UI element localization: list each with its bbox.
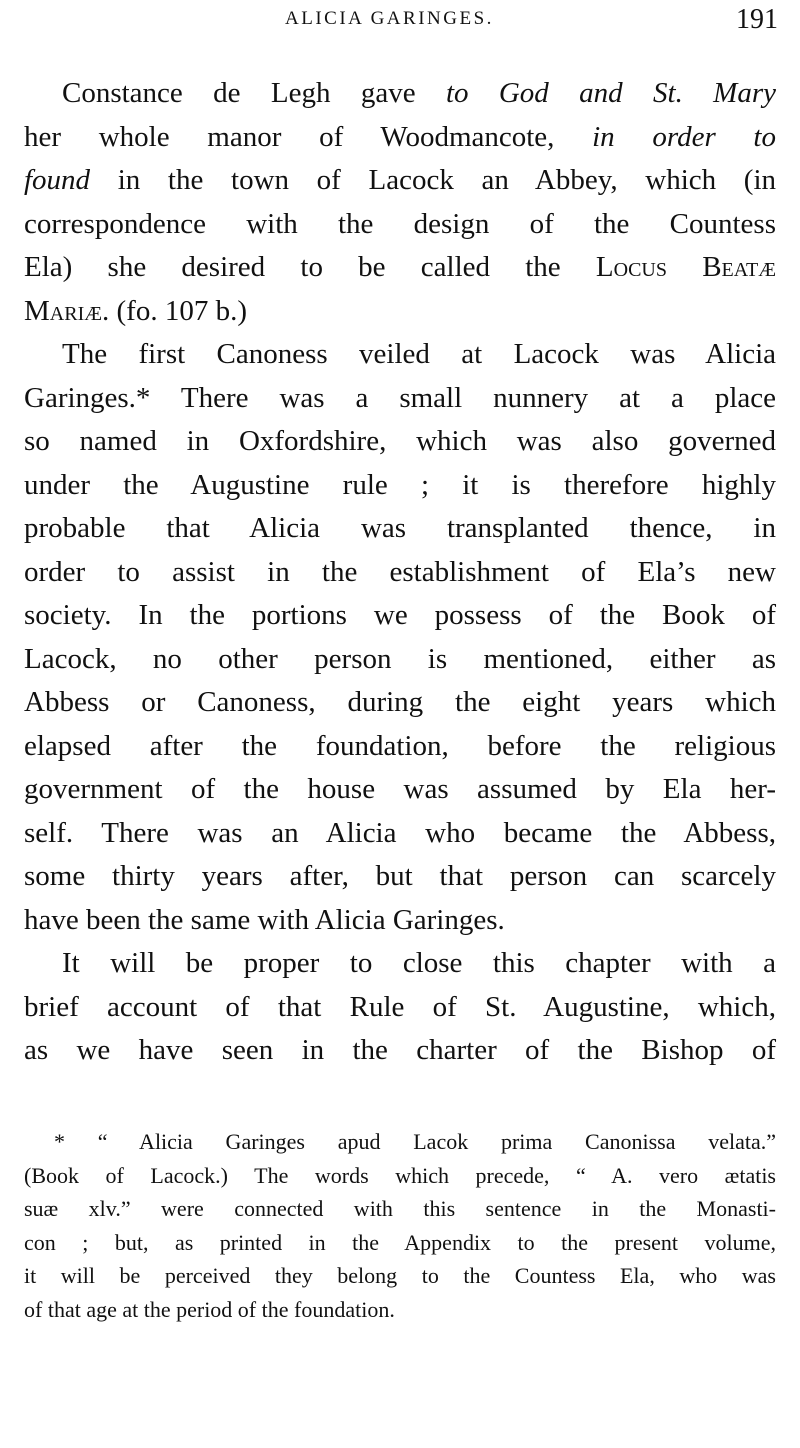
paragraph-2 <box>24 333 776 942</box>
text-line: as we have seen in the charter of the Bishop of <box>24 1034 776 1066</box>
footnote-line: of that age at the period of the foundation. <box>24 1296 395 1322</box>
text-line: government of the house was assumed by Ela her- <box>24 773 776 805</box>
paragraph-1 <box>24 72 776 333</box>
footnote-line: * “ Alicia Garinges apud Lacok prima Canonissa velata.” <box>54 1129 776 1154</box>
text-line: so named in Oxfordshire, which was also governed <box>24 425 776 457</box>
body-text <box>24 72 776 1073</box>
page-number: 191 <box>736 4 778 35</box>
text-line: brief account of that Rule of St. Augustine, which, <box>24 990 776 1023</box>
text-line: her whole manor of Woodmancote, in order to <box>24 120 776 153</box>
text-line: order to assist in the establishment of Ela’s new <box>24 555 776 588</box>
paragraph-3 <box>24 942 776 1073</box>
text-line: Mariæ. (fo. 107 b.) <box>24 294 247 327</box>
running-head: ALICIA GARINGES. <box>285 8 494 29</box>
text-line: self. There was an Alicia who became the Abbess, <box>24 816 776 849</box>
text-line: Ela) she desired to be called the Locus Beatæ <box>24 251 776 283</box>
text-line: have been the same with Alicia Garinges. <box>24 903 505 936</box>
text-line: under the Augustine rule ; it is therefore highly <box>24 468 776 501</box>
text-line: It will be proper to close this chapter with a <box>62 947 776 979</box>
text-line: The first Canoness veiled at Lacock was Alicia <box>62 338 776 370</box>
text-line: some thirty years after, but that person can scarcely <box>24 860 776 892</box>
footnote-line: con ; but, as printed in the Appendix to the present volume, <box>24 1229 776 1255</box>
text-line: Lacock, no other person is mentioned, either as <box>24 642 776 675</box>
footnote-line: suæ xlv.” were connected with this sentence in the Monasti- <box>24 1196 776 1222</box>
text-line: Abbess or Canoness, during the eight years which <box>24 686 776 718</box>
footnote-line: it will be perceived they belong to the Countess Ela, who was <box>24 1263 776 1289</box>
text-line: Garinges.* There was a small nunnery at a place <box>24 381 776 414</box>
text-line: correspondence with the design of the Countess <box>24 207 776 240</box>
text-line: probable that Alicia was transplanted thence, in <box>24 512 776 544</box>
text-line: Constance de Legh gave to God and St. Mary <box>62 77 776 109</box>
text-line: elapsed after the foundation, before the religious <box>24 729 776 762</box>
footnote-line: (Book of Lacock.) The words which precede, “ A. vero ætatis <box>24 1162 776 1188</box>
footnote <box>24 1125 776 1327</box>
text-line: found in the town of Lacock an Abbey, which (in <box>24 164 776 196</box>
text-line: society. In the portions we possess of the Book of <box>24 599 776 631</box>
